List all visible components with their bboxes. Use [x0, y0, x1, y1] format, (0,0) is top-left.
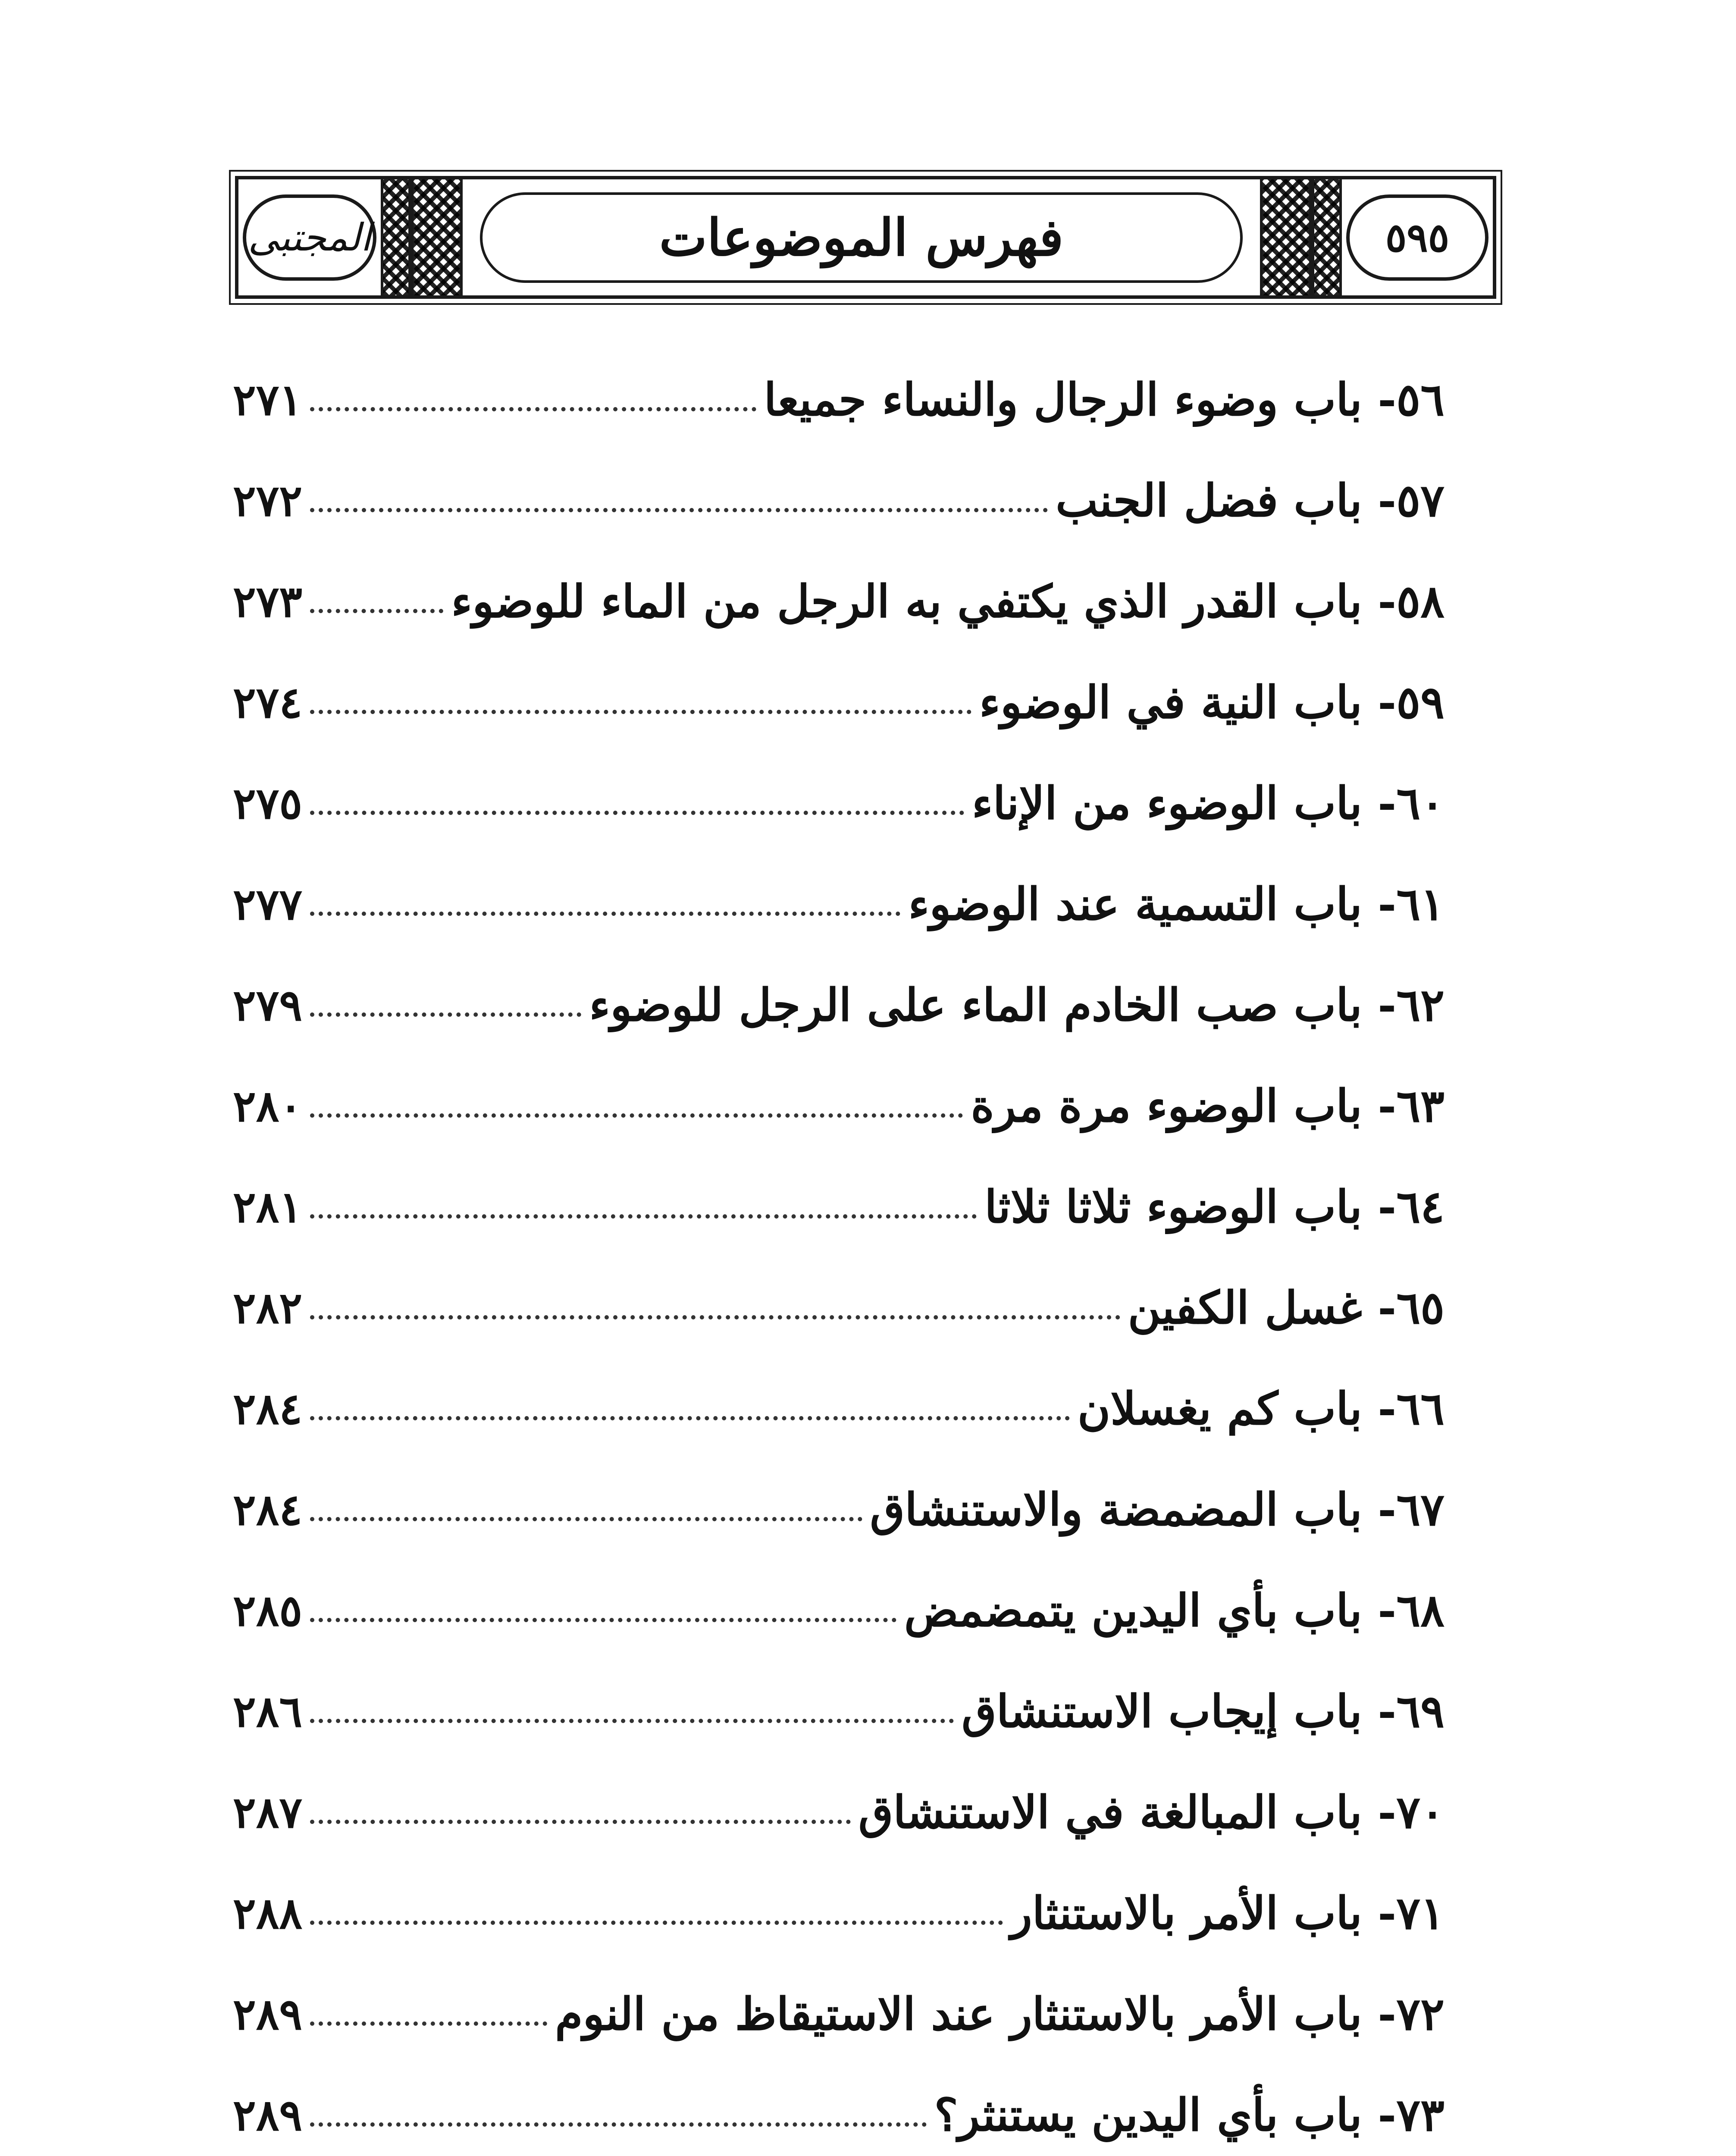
toc-entry-page: ٢٨٤ [233, 1383, 303, 1434]
ornament-pattern [381, 179, 411, 295]
toc-entry [233, 1257, 1445, 1358]
toc-entry [233, 1762, 1445, 1863]
toc-entry-page: ٢٧٣ [233, 576, 303, 627]
toc-entry-title: ٦٨- باب بأي اليدين يتمضمض [904, 1584, 1445, 1637]
toc-entry [233, 1358, 1445, 1459]
dot-leader [310, 1214, 977, 1219]
toc-entry-title: ٦٢- باب صب الخادم الماء على الرجل للوضوء [589, 978, 1445, 1031]
book-logo-text: المجتبى [248, 215, 371, 260]
page-number: ٥٩٥ [1385, 214, 1450, 261]
header-left-ornament [1260, 179, 1493, 295]
dot-leader [310, 710, 971, 714]
toc-entry-title: ٦١- باب التسمية عند الوضوء [908, 877, 1445, 931]
toc-entry-title: ٦٥- غسل الكفين [1128, 1281, 1445, 1334]
dot-leader [310, 1113, 963, 1118]
ornament-pattern [1312, 179, 1342, 295]
toc-entry-page: ٢٧١ [233, 374, 303, 425]
toc-entry-title: ٥٦- باب وضوء الرجال والنساء جميعا [764, 373, 1445, 426]
toc-entry-title: ٦٦- باب كم يغسلان [1077, 1382, 1445, 1435]
dot-leader [310, 1517, 862, 1521]
toc-entry [233, 1661, 1445, 1762]
toc-entry-title: ٦٩- باب إيجاب الاستنشاق [962, 1685, 1445, 1738]
toc-entry-page: ٢٨١ [233, 1181, 303, 1232]
toc-entry [233, 854, 1445, 955]
dot-leader [310, 2021, 547, 2026]
toc-entry-title: ٥٨- باب القدر الذي يكتفي به الرجل من الماء للوضوء [451, 575, 1445, 628]
toc-entry-page: ٢٨٧ [233, 1787, 303, 1838]
toc-entry-title: ٦٣- باب الوضوء مرة مرة [971, 1079, 1445, 1132]
toc-entry [233, 2065, 1445, 2156]
toc-entry-title: ٦٠- باب الوضوء من الإناء [971, 777, 1445, 830]
book-logo [243, 194, 376, 281]
toc-entry-page: ٢٧٥ [233, 778, 303, 829]
page-title: فهرس الموضوعات [659, 207, 1064, 267]
dot-leader [310, 1719, 954, 1723]
dot-leader [310, 1921, 1003, 1925]
toc-entry-title: ٧١- باب الأمر بالاستنثار [1010, 1887, 1445, 1940]
page-header [235, 176, 1496, 299]
dot-leader [310, 811, 964, 815]
toc-entry [233, 1156, 1445, 1257]
dot-leader [310, 1416, 1070, 1420]
dot-leader [310, 609, 443, 613]
toc-entry-title: ٧٣- باب بأي اليدين يستنثر؟ [934, 2088, 1445, 2141]
toc-entry-page: ٢٨٨ [233, 1888, 303, 1939]
toc-entry-page: ٢٨٩ [233, 1989, 303, 2040]
toc-entry-page: ٢٨٠ [233, 1081, 303, 1131]
toc-entry-page: ٢٧٩ [233, 980, 303, 1031]
page-number-oval [1346, 194, 1488, 281]
toc-entry [233, 753, 1445, 854]
toc-entry-title: ٥٧- باب فضل الجنب [1056, 474, 1445, 527]
toc-entry [233, 652, 1445, 753]
toc-entry [233, 450, 1445, 551]
dot-leader [310, 1618, 896, 1622]
toc-entry-title: ٧٢- باب الأمر بالاستنثار عند الاستيقاظ من النوم [555, 1987, 1445, 2040]
toc-entry-page: ٢٧٧ [233, 879, 303, 930]
toc-list [233, 349, 1445, 2156]
toc-entry-page: ٢٧٤ [233, 677, 303, 728]
toc-entry-page: ٢٨٥ [233, 1585, 303, 1636]
ornament-pattern [411, 179, 463, 295]
ornament-pattern [1260, 179, 1312, 295]
toc-entry-page: ٢٨٩ [233, 2090, 303, 2140]
dot-leader [310, 2122, 926, 2127]
toc-entry [233, 349, 1445, 450]
header-right-ornament [238, 179, 463, 295]
toc-entry-title: ٧٠- باب المبالغة في الاستنشاق [858, 1786, 1445, 1839]
dot-leader [310, 407, 756, 411]
toc-entry-title: ٦٤- باب الوضوء ثلاثا ثلاثا [984, 1180, 1445, 1233]
title-cartouche [480, 192, 1243, 283]
toc-entry [233, 1964, 1445, 2065]
toc-entry [233, 1056, 1445, 1156]
toc-entry-page: ٢٨٢ [233, 1282, 303, 1333]
toc-entry-page: ٢٨٦ [233, 1686, 303, 1737]
toc-entry-page: ٢٨٤ [233, 1484, 303, 1535]
toc-entry-page: ٢٧٢ [233, 475, 303, 526]
dot-leader [310, 1315, 1120, 1319]
dot-leader [310, 508, 1048, 512]
toc-entry [233, 955, 1445, 1056]
toc-entry [233, 1560, 1445, 1661]
dot-leader [310, 1820, 851, 1824]
header-inner [238, 179, 1493, 295]
toc-entry [233, 1863, 1445, 1964]
toc-entry [233, 1459, 1445, 1560]
toc-entry-title: ٥٩- باب النية في الوضوء [979, 676, 1445, 729]
toc-entry-title: ٦٧- باب المضمضة والاستنشاق [870, 1483, 1445, 1536]
toc-entry [233, 551, 1445, 652]
dot-leader [310, 1012, 581, 1017]
dot-leader [310, 912, 900, 916]
